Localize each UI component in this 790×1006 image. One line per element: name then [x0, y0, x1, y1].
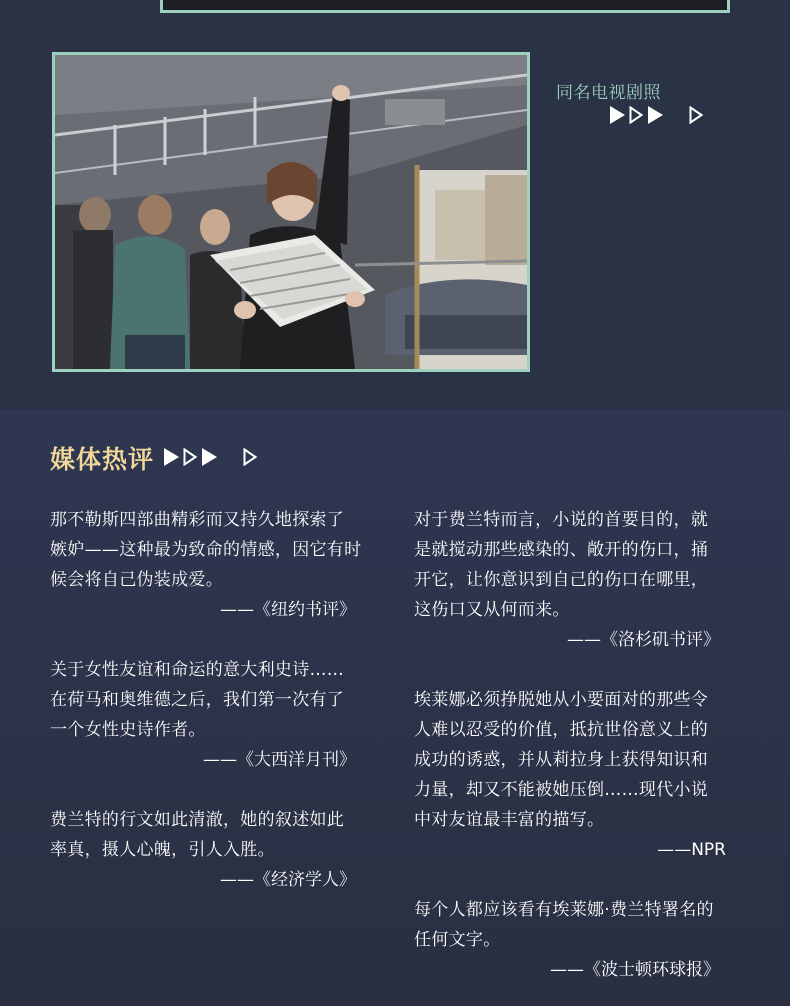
review-line: 在荷马和奥维德之后，我们第一次有了 [50, 690, 345, 710]
review-source: ——NPR [657, 840, 726, 860]
play-icon [164, 448, 179, 466]
review-line: 是就搅动那些感染的、敞开的伤口，捅 [414, 540, 709, 560]
play-icon [202, 448, 217, 466]
top-image-frame [160, 0, 730, 13]
review-lareviewofbooks [414, 505, 744, 625]
review-line: 任何文字。 [414, 930, 501, 950]
review-line: 费兰特的行文如此清澈，她的叙述如此 [50, 810, 345, 830]
review-source: ——《大西洋月刊》 [203, 750, 356, 770]
review-line: 对于费兰特而言，小说的首要目的，就 [414, 510, 709, 530]
section-title: 媒体热评 [50, 445, 155, 474]
review-line: 那不勒斯四部曲精彩而又持久地探索了 [50, 510, 345, 530]
review-line: 率真，摄人心魄，引人入胜。 [50, 840, 275, 860]
review-source: ——《经济学人》 [220, 870, 356, 890]
review-npr [414, 685, 744, 835]
review-nyrb [50, 505, 370, 595]
play-icon [648, 106, 663, 124]
play-icon [610, 106, 625, 124]
caption-arrows [610, 106, 703, 124]
play-outline-icon [183, 448, 197, 466]
review-line: 埃莱娜必须挣脱她从小要面对的那些令 [414, 690, 709, 710]
tv-still-photo [52, 52, 530, 372]
review-line: 成功的诱惑，并从莉拉身上获得知识和 [414, 750, 709, 770]
review-line: 候会将自己伪装成爱。 [50, 570, 223, 590]
title-arrows [164, 448, 257, 466]
top-section [0, 0, 790, 410]
review-line: 人难以忍受的价值，抵抗世俗意义上的 [414, 720, 709, 740]
review-line: 开它，让你意识到自己的伤口在哪里， [414, 570, 709, 590]
review-source: ——《波士顿环球报》 [550, 960, 720, 980]
review-source: ——《洛杉矶书评》 [567, 630, 720, 650]
play-outline-icon [243, 448, 257, 466]
review-line: 中对友谊最丰富的描写。 [414, 810, 605, 830]
review-atlantic [50, 655, 370, 745]
review-line: 一个女性史诗作者。 [50, 720, 206, 740]
review-line: 这伤口又从何而来。 [414, 600, 570, 620]
review-line: 关于女性友谊和命运的意大利史诗…… [50, 660, 345, 680]
review-line: 力量，却又不能被她压倒……现代小说 [414, 780, 709, 800]
review-line: 嫉妒——这种最为致命的情感，因它有时 [50, 540, 362, 560]
review-source: ——《纽约书评》 [220, 600, 356, 620]
play-outline-icon [689, 106, 703, 124]
review-line: 每个人都应该看有埃莱娜·费兰特署名的 [414, 900, 714, 920]
photo-caption: 同名电视剧照 [556, 83, 661, 103]
review-boston-globe [414, 895, 744, 955]
play-outline-icon [629, 106, 643, 124]
review-economist [50, 805, 370, 865]
